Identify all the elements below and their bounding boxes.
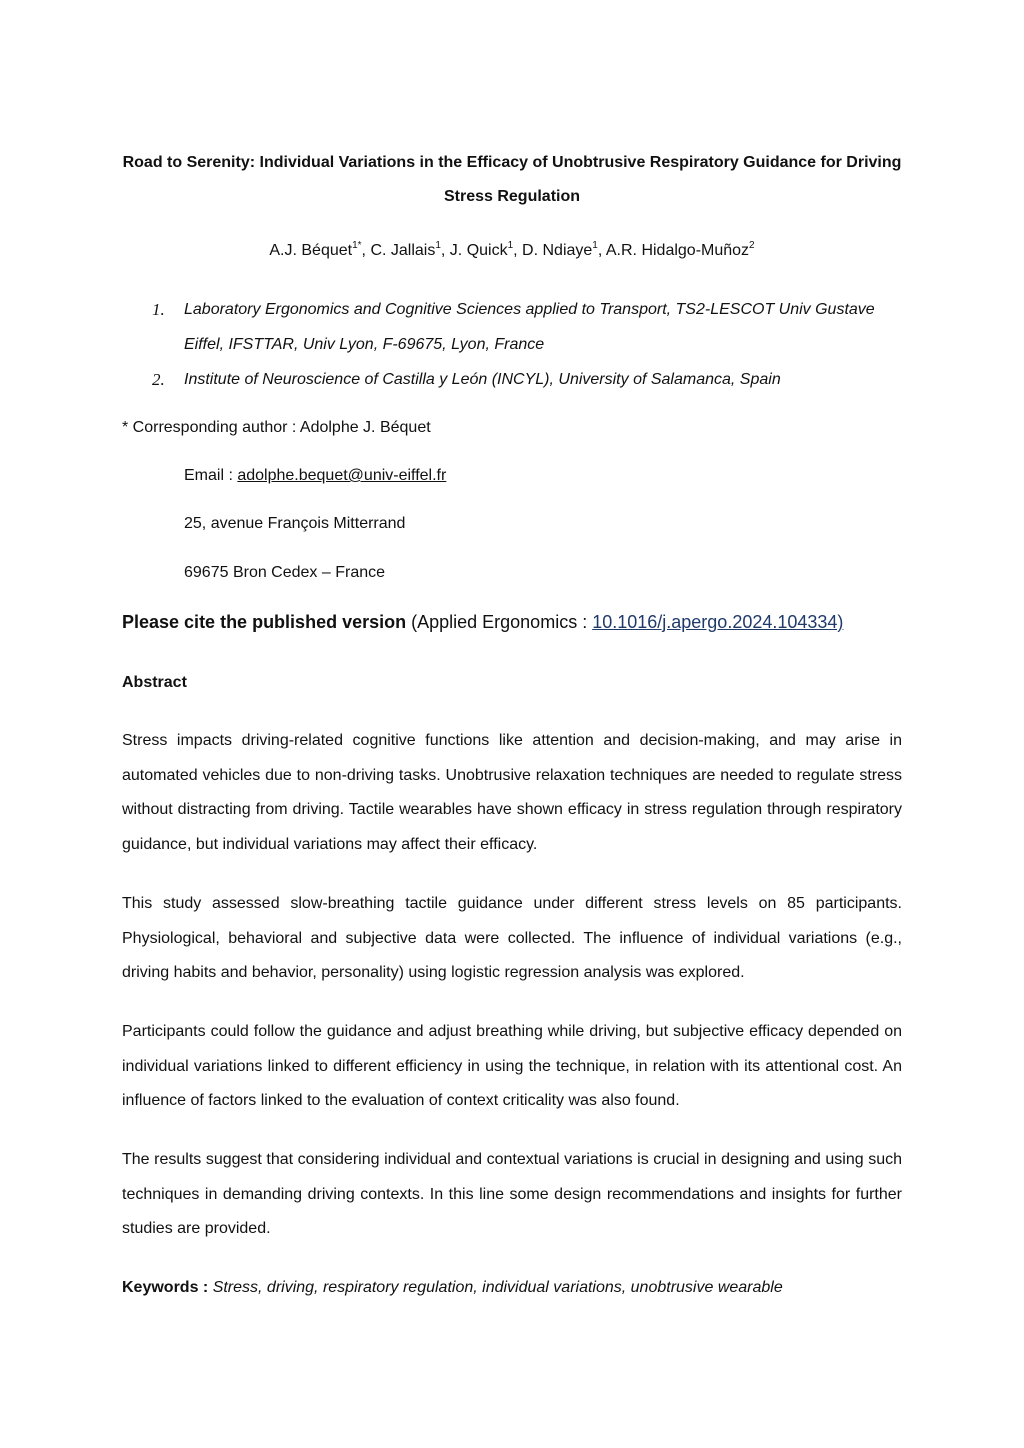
author-affiliation-marker: 1: [435, 240, 441, 251]
affiliation-item: [122, 292, 902, 362]
abstract-paragraph: Participants could follow the guidance and adjust breathing while driving, but subjective efficacy depended on individual variations linked to different efficiency in using the technique, in relation with its attentional cost. An influence of factors linked to the evaluation of context criticality was also found.: [122, 1023, 902, 1110]
citation-journal: (Applied Ergonomics :: [406, 612, 593, 632]
author-separator: ,: [361, 242, 371, 259]
keywords-value: Stress, driving, respiratory regulation, individual variations, unobtrusive wearable: [212, 1279, 783, 1296]
affiliation-item: [122, 362, 902, 397]
author-separator: ,: [513, 242, 523, 259]
citation-heading: Please cite the published version: [122, 612, 407, 632]
author-name: A.R. Hidalgo-Muñoz: [605, 242, 750, 259]
affiliation-number: 1.: [152, 300, 165, 319]
author-name: D. Ndiaye: [522, 242, 593, 259]
paper-title: Road to Serenity: Individual Variations in the Efficacy of Unobtrusive Respiratory Guidance for Driving Stress Regulation: [122, 154, 902, 205]
corresponding-author: * Corresponding author : Adolphe J. Béquet: [122, 419, 431, 436]
author-affiliation-marker: 1: [507, 240, 514, 251]
abstract-heading: Abstract: [122, 674, 187, 691]
author-name: C. Jallais: [370, 242, 436, 259]
author-separator: ,: [597, 242, 606, 259]
affiliation-text: Laboratory Ergonomics and Cognitive Sciences applied to Transport, TS2-LESCOT Univ Gustave Eiffel, IFSTTAR, Univ Lyon, F-69675, Lyon, France: [184, 301, 875, 353]
author-name: J. Quick: [449, 242, 508, 259]
citation-note: [122, 607, 843, 637]
address-city: 69675 Bron Cedex – France: [184, 564, 386, 581]
keywords-label: Keywords :: [122, 1279, 213, 1296]
abstract-paragraph: Stress impacts driving-related cognitive functions like attention and decision-making, and may arise in automated vehicles due to non-driving tasks. Unobtrusive relaxation techniques are needed to regulate stress without distracting from driving. Tactile wearables have shown efficacy in stress regulation through respiratory guidance, but individual variations may affect their efficacy.: [122, 732, 902, 853]
author-affiliation-marker: 1*: [352, 240, 362, 251]
address-street: 25, avenue François Mitterrand: [184, 515, 406, 532]
author-separator: ,: [440, 242, 450, 259]
author-affiliation-marker: 2: [749, 240, 755, 251]
abstract-paragraph: This study assessed slow-breathing tactile guidance under different stress levels on 85 participants. Physiological, behavioral and subjective data were collected. The influence of individual variations (e.g., driving habits and behavior, personality) using logistic regression analysis was explored.: [122, 895, 902, 982]
author-name: A.J. Béquet: [269, 242, 353, 259]
author-list: [122, 238, 902, 264]
author-affiliation-marker: 1: [592, 240, 598, 251]
email-label: Email :: [184, 467, 238, 484]
keywords: [122, 1276, 902, 1300]
affiliation-text: Institute of Neuroscience of Castilla y León (INCYL), University of Salamanca, Spain: [184, 371, 781, 388]
email-line: [184, 464, 446, 488]
email-link[interactable]: adolphe.bequet@univ-eiffel.fr: [237, 467, 447, 484]
doi-link[interactable]: 10.1016/j.apergo.2024.104334): [592, 612, 844, 632]
abstract-paragraph: The results suggest that considering individual and contextual variations is crucial in designing and using such techniques in demanding driving contexts. In this line some design recommendations and insights for further studies are provided.: [122, 1151, 902, 1238]
affiliation-number: 2.: [152, 370, 165, 389]
